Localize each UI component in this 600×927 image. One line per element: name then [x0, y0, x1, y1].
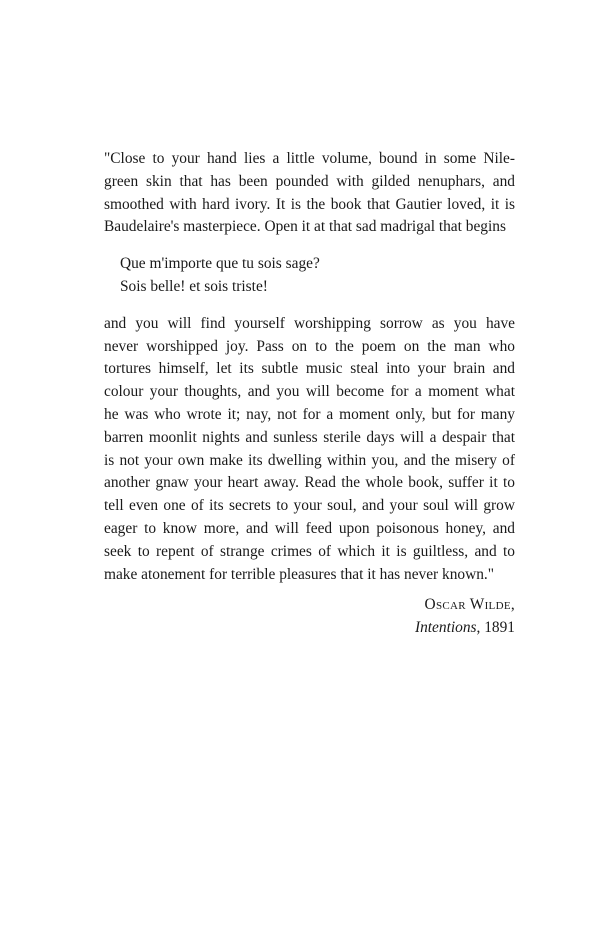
- text-line: another gnaw your heart away. Read the whole book, suffer it to: [104, 474, 515, 492]
- text-line: never worshipped joy. Pass on to the poem on the man who: [104, 337, 515, 355]
- work-title: Intentions: [414, 618, 477, 636]
- opening-paragraph: [104, 148, 515, 239]
- verse-line: Sois belle! et sois triste!: [120, 277, 268, 295]
- verse-quotation: [120, 253, 515, 299]
- text-line: seek to repent of strange crimes of which it is guiltless, and to: [104, 542, 515, 560]
- text-line: tell even one of its secrets to your soul, and your soul will grow: [104, 497, 515, 515]
- text-line: smoothed with hard ivory. It is the book that Gautier loved, it is: [104, 195, 515, 213]
- epigraph-quote: [104, 148, 515, 586]
- author-name: Oscar Wilde,: [424, 596, 515, 613]
- text-line: make atonement for terrible pleasures that it has never known.": [104, 565, 495, 583]
- closing-paragraph: [104, 313, 515, 587]
- verse-line: Que m'importe que tu sois sage?: [120, 255, 320, 273]
- work-citation: [415, 617, 515, 640]
- text-line: "Close to your hand lies a little volume, bound in some Nile-: [104, 150, 515, 167]
- text-line: green skin that has been pounded with gilded nenuphars, and: [104, 172, 515, 190]
- text-line: Baudelaire's masterpiece. Open it at that sad madrigal that begins: [104, 218, 506, 236]
- attribution: [415, 594, 515, 640]
- text-line: eager to know more, and will feed upon poisonous honey, and: [104, 519, 515, 537]
- text-line: and you will find yourself worshipping sorrow as you have: [104, 314, 515, 332]
- text-line: tortures himself, let its subtle music steal into your brain and: [104, 360, 515, 378]
- text-line: is not your own make its dwelling within you, and the misery of: [104, 451, 515, 469]
- text-line: colour your thoughts, and you will become for a moment what: [104, 383, 515, 401]
- text-line: barren moonlit nights and sunless sterile days will a despair that: [104, 428, 515, 446]
- work-year: , 1891: [476, 618, 515, 636]
- text-line: he was who wrote it; nay, not for a moment only, but for many: [104, 405, 515, 423]
